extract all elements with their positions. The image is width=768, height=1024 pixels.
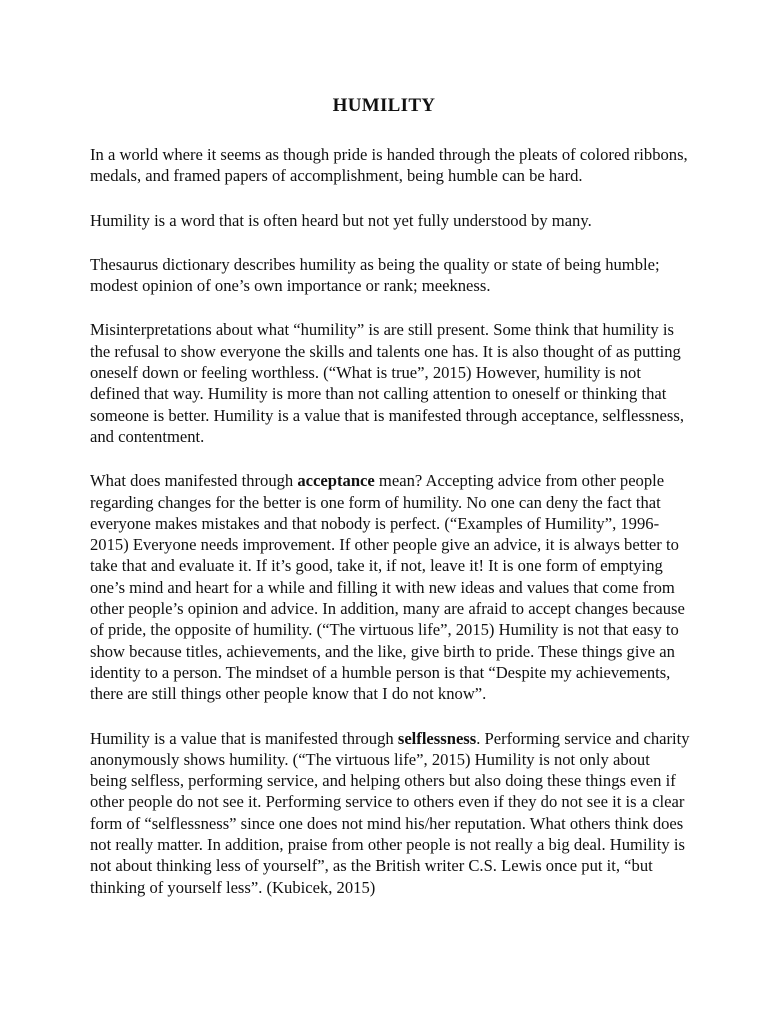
paragraph-thesaurus: Thesaurus dictionary describes humility as being the quality or state of being humble; modest opinion of one’s own importance or rank; meekness. — [90, 254, 660, 296]
paragraph-definition-lead: Humility is a word that is often heard but not yet fully understood by many. — [90, 210, 592, 230]
keyword-acceptance: acceptance — [297, 471, 375, 491]
document-title: HUMILITY — [332, 95, 436, 116]
paragraph-acceptance-lead: What does manifested through — [90, 471, 298, 491]
paragraph-selflessness — [90, 728, 690, 898]
paragraph-selflessness-lead: Humility is a value that is manifested through — [90, 728, 398, 748]
paragraph-acceptance — [90, 470, 690, 704]
paragraph-intro: In a world where it seems as though pride is handed through the pleats of colored ribbons, medals, and framed papers of accomplishment, being humble can be hard. — [90, 145, 688, 186]
paragraph-misinterpretations: Misinterpretations about what “humility” is are still present. Some think that humility is the refusal to show everyone the skills and talents one has. It is also thought of as putting oneself down or feeling worthless. (“What is true”, 2015) However, humility is not defined that way. Humility is more than not calling attention to oneself or thinking that someone is better. Humility is a value that is manifested through acceptance, selflessness, and contentment. — [90, 320, 684, 446]
document-body — [90, 144, 690, 921]
paragraph-acceptance-rest: mean? Accepting advice from other people regarding changes for the better is one form of humility. No one can deny the fact that everyone makes mistakes and that nobody is perfect. (“Examples of Humility”, 1996-2015) Everyone needs improvement. If other people give an advice, it is always better to take that and evaluate it. If it’s good, take it, if not, leave it! It is one form of emptying one’s mind and heart for a while and filling it with new ideas and values that come from other people’s opinion and advice. In addition, many are afraid to accept changes because of pride, the opposite of humility. (“The virtuous life”, 2015) Humility is not that easy to show because titles, achievements, and the like, give birth to pride. These things give an identity to a person. The mindset of a humble person is that “Despite my achievements, there are still things other people know that I do not know”. — [90, 471, 685, 704]
keyword-selflessness: selflessness — [397, 728, 477, 748]
paragraph-selflessness-rest: . Performing service and charity anonymously shows humility. (“The virtuous life”, 2015) Humility is not only about being selfless, performing service, and helping others but also doing these things even if other people do not see it. Performing service to others even if they do not see it is a clear form of “selflessness” since one does not mind his/her reputation. What others think does not really matter. In addition, praise from other people is not really a big deal. Humility is not about thinking less of yourself”, as the British writer C.S. Lewis once put it, “but thinking of yourself less”. (Kubicek, 2015) — [90, 728, 690, 897]
